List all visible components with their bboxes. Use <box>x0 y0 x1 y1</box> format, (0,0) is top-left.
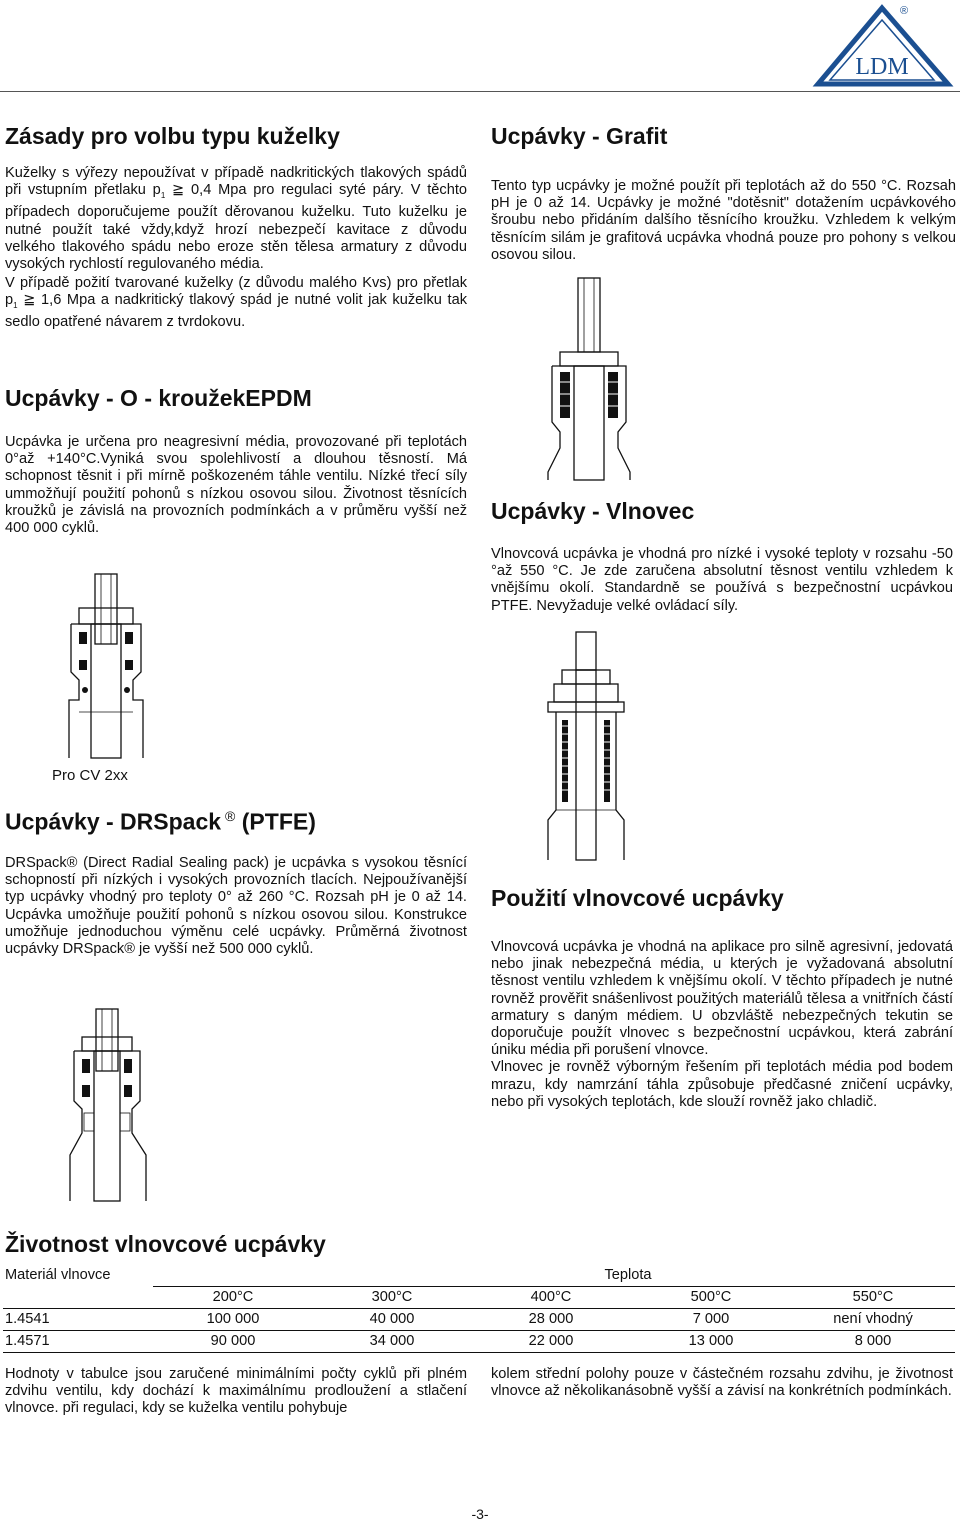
table-cell: 40 000 <box>313 1308 471 1330</box>
header-temp: 400°C <box>471 1286 631 1308</box>
table-header-row-2 <box>3 1286 955 1308</box>
bellows-life-table <box>3 1264 955 1353</box>
zivotnost-note-left: Hodnoty v tabulce jsou zaručené minimálními počty cyklů při plném zdvihu ventilu, kdy dochází k maximálnímu prodloužení a stlačení vlnovce. při regulaci, kdy se kuželka ventilu pohybuje <box>5 1366 467 1417</box>
oring-caption: Pro CV 2xx <box>52 767 128 784</box>
table-cell: není vhodný <box>791 1308 955 1330</box>
table-cell: 90 000 <box>153 1330 313 1352</box>
section-title-zasady: Zásady pro volbu typu kuželky <box>5 123 340 149</box>
header-teplota: Teplota <box>153 1264 955 1286</box>
table-header-row-1 <box>3 1264 955 1286</box>
table-cell: 100 000 <box>153 1308 313 1330</box>
header-material: Materiál vlnovce <box>5 1267 111 1283</box>
zasady-paragraph-2: V případě požití tvarované kuželky (z důvodu malého Kvs) pro přetlak $p_1$ ≧ 1,6 Mpa a nadkritický tlakový spád je nutné volit jak kuželku tak sedlo opatřené návarem z tvrdokovu. <box>5 275 467 331</box>
logo-registered-mark: ® <box>900 5 909 17</box>
header-temp: 300°C <box>313 1286 471 1308</box>
header-temp: 500°C <box>631 1286 791 1308</box>
table-cell: 7 000 <box>631 1308 791 1330</box>
header-rule <box>0 91 960 92</box>
table-row <box>3 1330 955 1352</box>
table-cell-material: 1.4541 <box>3 1308 153 1330</box>
bellows-packing-drawing <box>532 630 642 865</box>
zivotnost-note-right: kolem střední polohy pouze v částečném rozsahu zdvihu, je životnost vlnovce až několikanásobně vyšší a závisí na konkrétních podmínkách. <box>491 1366 953 1400</box>
zasady-text <box>5 165 467 332</box>
ldm-logo <box>812 2 956 88</box>
drspack-packing-drawing <box>62 1005 162 1205</box>
table-cell: 8 000 <box>791 1330 955 1352</box>
pouziti-paragraph-2: Vlnovec je rovněž výborným řešením při teplotách média pod bodem mrazu, kdy namrzání táhla způsobuje předčasné zničení ucpávky, nebo při vysokých teplotách, kde slouží rovněž jako chladič. <box>491 1059 953 1110</box>
oring-packing-drawing <box>55 572 155 762</box>
grafit-text: Tento typ ucpávky je možné použít při teplotách až do 550 °C. Rozsah pH je 0 až 14. Ucpávky je možné "dotěsnit" dotažením ucpávkového šroubu nebo přidáním dalšího těsnícího kroužku. Vzhledem k velkým těsnícím silám je grafitová ucpávka vhodná pouze pro pohony s velkou osovou silou. <box>491 178 956 263</box>
grafit-packing-drawing <box>540 272 640 482</box>
section-title-pouziti: Použití vlnovcové ucpávky <box>491 885 784 911</box>
logo-text: LDM <box>855 54 909 80</box>
page-number: -3- <box>471 1506 489 1522</box>
header-temp: 200°C <box>153 1286 313 1308</box>
drspack-text: DRSpack® (Direct Radial Sealing pack) je ucpávka s vysokou těsnící schopností při nízkých i vysokých provozních tlacích. Nejpoužívanější typ ucpávky vhodný pro teploty 0° až 260 °C. Rozsah pH je 0 až 14. Ucpávka umožňuje použití pohonů s nízkou osovou silou. Konstrukce umožňuje jednoduchou výměnu celé ucpávky. Průměrná životnost ucpávky DRSpack® je vyšší než 500 000 cyklů. <box>5 855 467 958</box>
vlnovec-text: Vlnovcová ucpávka je vhodná pro nízké i vysoké teploty v rozsahu -50 °až 550 °C. Je zde zaručena absolutní těsnost ventilu vzhledem k vnějšímu okolí. Standardně se používá s bezpečnostní ucpávkou PTFE. Nevyžaduje velké ovládací síly. <box>491 546 953 614</box>
section-title-oring: Ucpávky - O - kroužekEPDM <box>5 385 312 411</box>
zasady-paragraph-1: Kuželky s výřezy nepoužívat v případě nadkritických tlakových spádů při vstupním přetlaku $p_1$ ≧ 0,4 Mpa pro regulaci syté páry. V těchto případech doporučujeme použít děrovanou kuželku. Tuto kuželku je nutné použít také vždy,když hrozí nebezpečí kavitace z důvodu velkého tlakového spádu nebo eroze stěn tělesa armatury z důvodu vysokých rychlostí regulovaného média. <box>5 165 467 272</box>
table-cell: 34 000 <box>313 1330 471 1352</box>
table-cell-material: 1.4571 <box>3 1330 153 1352</box>
header-temp: 550°C <box>791 1286 955 1308</box>
table-cell: 13 000 <box>631 1330 791 1352</box>
section-title-grafit: Ucpávky - Grafit <box>491 123 668 149</box>
table-cell: 22 000 <box>471 1330 631 1352</box>
section-title-drspack: Ucpávky - DRSpack ® (PTFE) <box>5 808 316 835</box>
section-title-zivotnost: Životnost vlnovcové ucpávky <box>5 1231 326 1257</box>
pouziti-paragraph-1: Vlnovcová ucpávka je vhodná na aplikace pro silně agresivní, jedovatá nebo jinak nebezpečná média, u kterých je vyžadovaná absolutní těsnost ventilu vzhledem k vnějšímu okolí. V těchto případech je nutné rovněž prověřit snášenlivost použitých materiálů tělesa a vnitřních částí armatury s daným médiem. U obzvláště nebezpečných tekutin se doporučuje použít vlnovec s bezpečnostní ucpávkou, která zabrání úniku média při porušení vlnovce. <box>491 939 953 1059</box>
table-cell: 28 000 <box>471 1308 631 1330</box>
pouziti-text <box>491 939 953 1111</box>
table-row <box>3 1308 955 1330</box>
section-title-vlnovec: Ucpávky - Vlnovec <box>491 498 695 524</box>
oring-text: Ucpávka je určena pro neagresivní média, provozované při teplotách 0°až +140°C.Vyniká svou spolehlivostí a dlouhou těsností. Má schopnost těsnit i při mírně poškozeném táhle ventilu. Nízké třecí síly ummožňují použití pohonů s nízkou osovou silou. Životnost těsnících kroužků je závislá na provozních podmínkách a v průměru vyšší než 400 000 cyklů. <box>5 434 467 537</box>
